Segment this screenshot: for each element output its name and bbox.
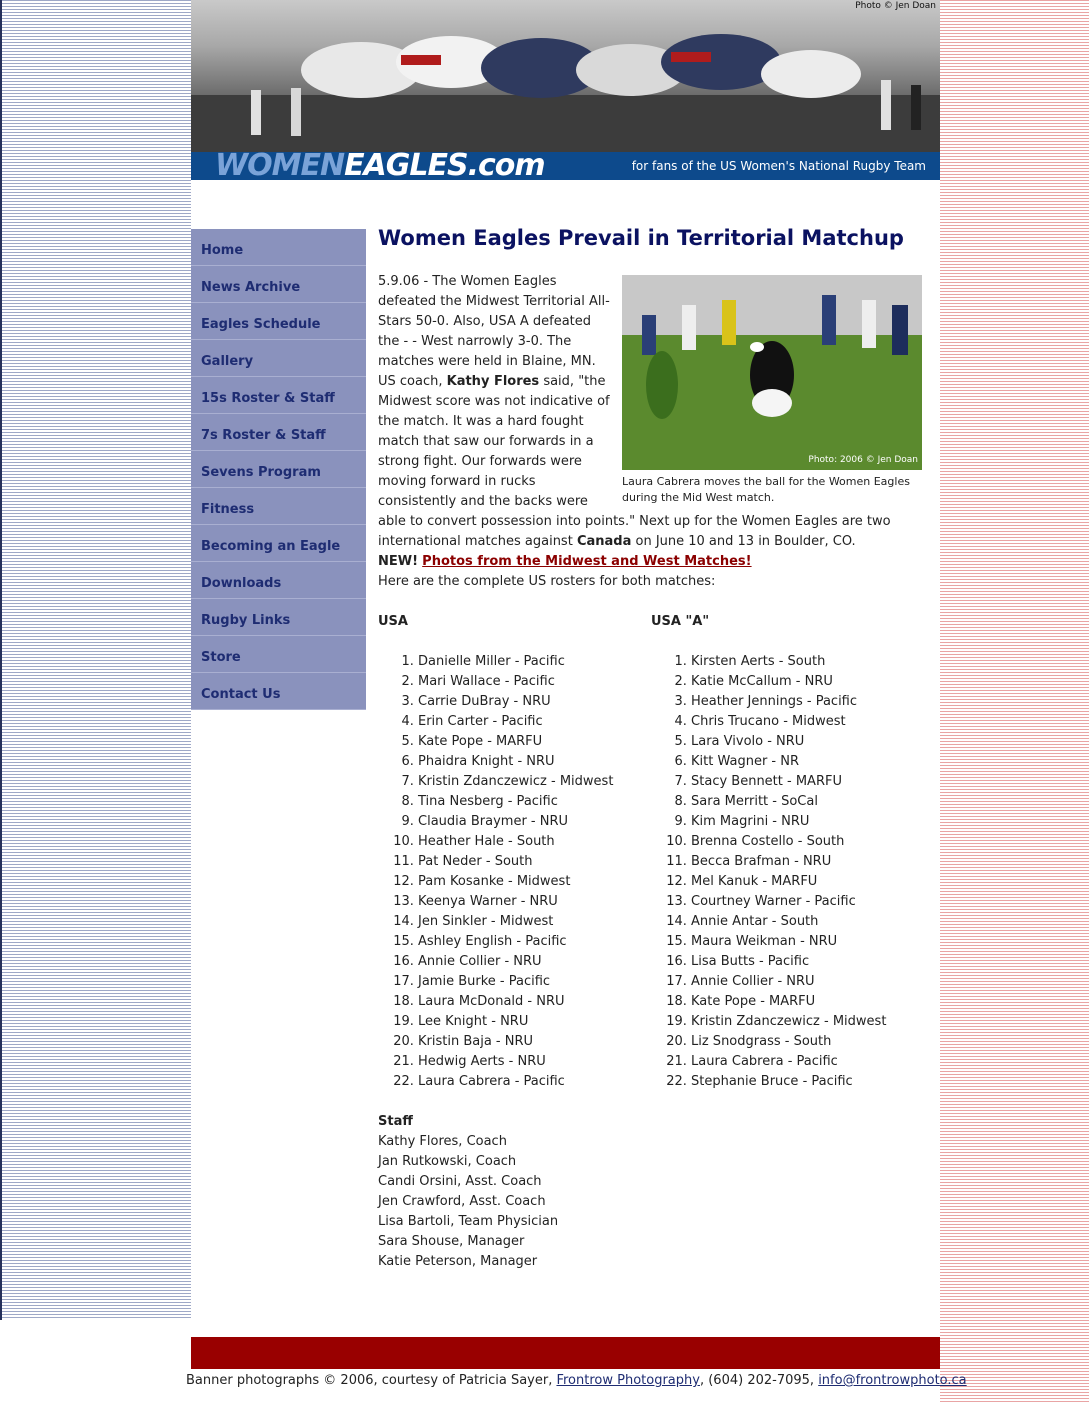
list-item: 18. Kate Pope - MARFU bbox=[691, 992, 924, 1012]
rosters-intro: Here are the complete US rosters for both matches: bbox=[378, 574, 716, 589]
logo-women: WOMEN bbox=[215, 148, 345, 183]
list-item: 21. Hedwig Aerts - NRU bbox=[418, 1052, 651, 1072]
list-item: 9. Kim Magrini - NRU bbox=[691, 812, 924, 832]
article-text-2: said, "the Midwest score was not indicative of the match. It was a hard fought match that saw our forwards in a strong fight. Our forwards were moving forward in rucks consistently and the backs were able to convert possession into points." Next up for the Women Eagles are two international matches against bbox=[378, 374, 891, 549]
frontrow-link[interactable]: Frontrow Photography bbox=[556, 1373, 700, 1388]
footer-text-1: Banner photographs © 2006, courtesy of Patricia Sayer, bbox=[186, 1373, 557, 1388]
usa-a-roster-list bbox=[651, 652, 924, 1092]
list-item: 10. Heather Hale - South bbox=[418, 832, 651, 852]
list-item: 22. Stephanie Bruce - Pacific bbox=[691, 1072, 924, 1092]
site-logo[interactable] bbox=[215, 148, 545, 183]
footer-text-2: , (604) 202-7095, bbox=[699, 1373, 819, 1388]
footer-credits bbox=[186, 1373, 967, 1388]
usa-roster-list bbox=[378, 652, 651, 1092]
footer-bar bbox=[191, 1337, 940, 1369]
list-item: 10. Brenna Costello - South bbox=[691, 832, 924, 852]
nav-item-store[interactable]: Store bbox=[191, 636, 366, 673]
new-photos-line bbox=[378, 552, 924, 572]
list-item: 20. Liz Snodgrass - South bbox=[691, 1032, 924, 1052]
list-item: 15. Maura Weikman - NRU bbox=[691, 932, 924, 952]
list-item: 8. Tina Nesberg - Pacific bbox=[418, 792, 651, 812]
list-item: 21. Laura Cabrera - Pacific bbox=[691, 1052, 924, 1072]
usa-a-roster bbox=[651, 612, 924, 1092]
scrum-illustration bbox=[191, 0, 940, 152]
list-item: 20. Kristin Baja - NRU bbox=[418, 1032, 651, 1052]
sidebar-nav bbox=[191, 229, 366, 710]
article-figure bbox=[622, 275, 924, 506]
list-item: 2. Mari Wallace - Pacific bbox=[418, 672, 651, 692]
nav-item-fitness[interactable]: Fitness bbox=[191, 488, 366, 525]
coach-name: Kathy Flores bbox=[446, 374, 540, 389]
staff-member: Katie Peterson, Manager bbox=[378, 1254, 538, 1269]
nav-item-gallery[interactable]: Gallery bbox=[191, 340, 366, 377]
list-item: 5. Kate Pope - MARFU bbox=[418, 732, 651, 752]
list-item: 8. Sara Merritt - SoCal bbox=[691, 792, 924, 812]
list-item: 17. Annie Collier - NRU bbox=[691, 972, 924, 992]
list-item: 19. Kristin Zdanczewicz - Midwest bbox=[691, 1012, 924, 1032]
banner-bar bbox=[191, 148, 940, 183]
staff-member: Sara Shouse, Manager bbox=[378, 1234, 525, 1249]
nav-item-contact-us[interactable]: Contact Us bbox=[191, 673, 366, 710]
list-item: 13. Keenya Warner - NRU bbox=[418, 892, 651, 912]
logo-eagles: EAGLES.com bbox=[344, 148, 545, 183]
list-item: 7. Kristin Zdanczewicz - Midwest bbox=[418, 772, 651, 792]
nav-item-news-archive[interactable]: News Archive bbox=[191, 266, 366, 303]
list-item: 3. Heather Jennings - Pacific bbox=[691, 692, 924, 712]
list-item: 17. Jamie Burke - Pacific bbox=[418, 972, 651, 992]
article-title: Women Eagles Prevail in Territorial Matchup bbox=[378, 226, 904, 250]
list-item: 4. Erin Carter - Pacific bbox=[418, 712, 651, 732]
list-item: 14. Jen Sinkler - Midwest bbox=[418, 912, 651, 932]
nav-item-rugby-links[interactable]: Rugby Links bbox=[191, 599, 366, 636]
banner-photo-credit: Photo © Jen Doan bbox=[855, 1, 936, 11]
list-item: 1. Danielle Miller - Pacific bbox=[418, 652, 651, 672]
article-text-1: 5.9.06 - The Women Eagles defeated the Midwest Territorial All-Stars 50-0. Also, USA A defeated the - - West narrowly 3-0. The matches were held in Blaine, MN. US coach, bbox=[378, 274, 610, 389]
nav-item-becoming-an-eagle[interactable]: Becoming an Eagle bbox=[191, 525, 366, 562]
nav-item-downloads[interactable]: Downloads bbox=[191, 562, 366, 599]
rugby-player-illustration bbox=[622, 275, 922, 470]
list-item: 6. Phaidra Knight - NRU bbox=[418, 752, 651, 772]
nav-item-sevens-program[interactable]: Sevens Program bbox=[191, 451, 366, 488]
list-item: 3. Carrie DuBray - NRU bbox=[418, 692, 651, 712]
photos-link[interactable]: Photos from the Midwest and West Matches! bbox=[422, 554, 752, 569]
new-label: NEW! bbox=[378, 554, 419, 569]
list-item: 13. Courtney Warner - Pacific bbox=[691, 892, 924, 912]
staff-member: Kathy Flores, Coach bbox=[378, 1134, 507, 1149]
page bbox=[191, 0, 940, 1402]
list-item: 1. Kirsten Aerts - South bbox=[691, 652, 924, 672]
article-text-3: on June 10 and 13 in Boulder, CO. bbox=[631, 534, 856, 549]
list-item: 14. Annie Antar - South bbox=[691, 912, 924, 932]
staff-section bbox=[378, 1112, 924, 1272]
usa-roster bbox=[378, 612, 651, 1092]
list-item: 16. Lisa Butts - Pacific bbox=[691, 952, 924, 972]
staff-member: Candi Orsini, Asst. Coach bbox=[378, 1174, 542, 1189]
list-item: 22. Laura Cabrera - Pacific bbox=[418, 1072, 651, 1092]
list-item: 11. Pat Neder - South bbox=[418, 852, 651, 872]
article-photo[interactable] bbox=[622, 275, 922, 470]
list-item: 5. Lara Vivolo - NRU bbox=[691, 732, 924, 752]
left-stripe-decoration bbox=[0, 0, 193, 1320]
article bbox=[378, 224, 924, 1272]
staff-member: Jan Rutkowski, Coach bbox=[378, 1154, 517, 1169]
usa-a-roster-title: USA "A" bbox=[651, 614, 710, 629]
list-item: 4. Chris Trucano - Midwest bbox=[691, 712, 924, 732]
list-item: 15. Ashley English - Pacific bbox=[418, 932, 651, 952]
rosters bbox=[378, 612, 924, 1092]
list-item: 7. Stacy Bennett - MARFU bbox=[691, 772, 924, 792]
staff-member: Lisa Bartoli, Team Physician bbox=[378, 1214, 559, 1229]
usa-roster-title: USA bbox=[378, 614, 408, 629]
list-item: 2. Katie McCallum - NRU bbox=[691, 672, 924, 692]
list-item: 18. Laura McDonald - NRU bbox=[418, 992, 651, 1012]
list-item: 12. Mel Kanuk - MARFU bbox=[691, 872, 924, 892]
staff-member: Jen Crawford, Asst. Coach bbox=[378, 1194, 546, 1209]
list-item: 11. Becca Brafman - NRU bbox=[691, 852, 924, 872]
list-item: 9. Claudia Braymer - NRU bbox=[418, 812, 651, 832]
nav-item-15s-roster[interactable]: 15s Roster & Staff bbox=[191, 377, 366, 414]
opponent-name: Canada bbox=[576, 534, 632, 549]
nav-item-7s-roster[interactable]: 7s Roster & Staff bbox=[191, 414, 366, 451]
banner bbox=[191, 0, 940, 183]
site-tagline: for fans of the US Women's National Rugby Team bbox=[631, 159, 926, 173]
list-item: 12. Pam Kosanke - Midwest bbox=[418, 872, 651, 892]
article-photo-caption: Laura Cabrera moves the ball for the Women Eagles during the Mid West match. bbox=[622, 475, 910, 504]
list-item: 16. Annie Collier - NRU bbox=[418, 952, 651, 972]
staff-title: Staff bbox=[378, 1114, 413, 1129]
list-item: 6. Kitt Wagner - NR bbox=[691, 752, 924, 772]
nav-item-eagles-schedule[interactable]: Eagles Schedule bbox=[191, 303, 366, 340]
list-item: 19. Lee Knight - NRU bbox=[418, 1012, 651, 1032]
banner-photo bbox=[191, 0, 940, 152]
right-stripe-decoration bbox=[940, 0, 1089, 1402]
email-link[interactable]: info@frontrowphoto.ca bbox=[818, 1373, 967, 1388]
nav-item-home[interactable]: Home bbox=[191, 229, 366, 266]
article-photo-credit: Photo: 2006 © Jen Doan bbox=[808, 455, 918, 465]
